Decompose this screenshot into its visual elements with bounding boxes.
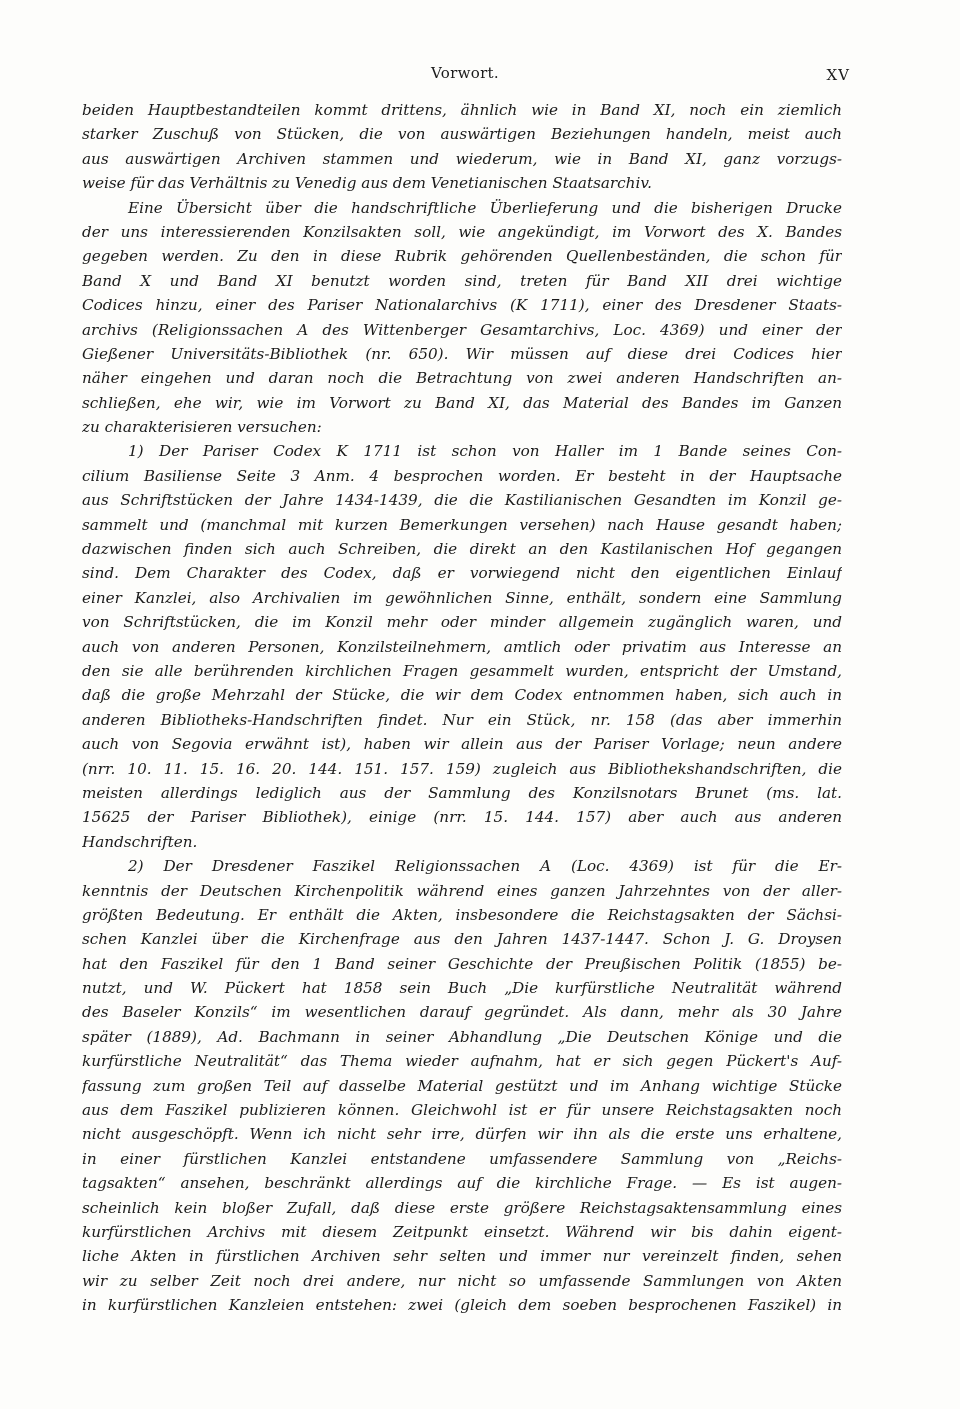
text-line: von Schriftstücken, die im Konzil mehr oder minder allgemein zugänglich waren, und <box>82 613 842 632</box>
text-line: schen Kanzlei über die Kirchenfrage aus den Jahren 1437-1447. Schon J. G. Droysen <box>82 930 842 949</box>
text-line: 1) Der Pariser Codex K 1711 ist schon von Haller im 1 Bande seines Con- <box>128 442 842 461</box>
text-line: auch von anderen Personen, Konzilsteilnehmern, amtlich oder privatim aus Interesse an <box>82 637 842 656</box>
text-line: größten Bedeutung. Er enthält die Akten, insbesondere die Reichstagsakten der Sächsi- <box>82 905 842 924</box>
text-line: aus auswärtigen Archiven stammen und wiederum, wie in Band XI, ganz vorzugs- <box>82 149 842 168</box>
page-title: Vorwort. <box>431 64 499 82</box>
text-line: auch von Segovia erwähnt ist), haben wir allein aus der Pariser Vorlage; neun andere <box>82 735 842 754</box>
text-line: cilium Basiliense Seite 3 Anm. 4 besprochen worden. Er besteht in der Hauptsache <box>82 466 842 485</box>
running-header <box>80 62 850 86</box>
text-line: der uns interessierenden Konzilsakten soll, wie angekündigt, im Vorwort des X. Bandes <box>82 222 842 241</box>
text-line: fassung zum großen Teil auf dasselbe Material gestützt und im Anhang wichtige Stücke <box>82 1076 842 1095</box>
text-line: aus Schriftstücken der Jahre 1434-1439, die die Kastilianischen Gesandten im Konzil ge- <box>82 491 842 510</box>
text-line: anderen Bibliotheks-Handschriften findet. Nur ein Stück, nr. 158 (das aber immerhin <box>82 710 842 729</box>
text-line: kurfürstliche Neutralität“ das Thema wieder aufnahm, hat er sich gegen Pückert's Auf- <box>82 1052 842 1071</box>
text-line: wir zu selber Zeit noch drei andere, nur nicht so umfassende Sammlungen von Akten <box>82 1271 842 1290</box>
text-line: einer Kanzlei, also Archivalien im gewöhnlichen Sinne, enthält, sondern eine Sammlung <box>82 588 842 607</box>
text-line: nutzt, und W. Pückert hat 1858 sein Buch „Die kurfürstliche Neutralität während <box>82 979 842 998</box>
text-line: zu charakterisieren versuchen: <box>82 418 322 437</box>
text-line: in einer fürstlichen Kanzlei entstandene umfassendere Sammlung von „Reichs- <box>82 1149 842 1168</box>
text-line: liche Akten in fürstlichen Archiven sehr selten und immer nur vereinzelt finden, sehen <box>82 1247 842 1266</box>
text-line: (nrr. 10. 11. 15. 16. 20. 144. 151. 157. 159) zugleich aus Bibliothekshandschriften, die <box>82 759 842 778</box>
text-line: sind. Dem Charakter des Codex, daß er vorwiegend nicht den eigentlichen Einlauf <box>82 564 842 583</box>
text-line: Eine Übersicht über die handschriftliche Überlieferung und die bisherigen Drucke <box>128 198 842 217</box>
text-line: nicht ausgeschöpft. Wenn ich nicht sehr irre, dürfen wir ihn als die erste uns erhaltene, <box>82 1125 842 1144</box>
text-line: schließen, ehe wir, wie im Vorwort zu Band XI, das Material des Bandes im Ganzen <box>82 393 842 412</box>
text-line: des Baseler Konzils“ im wesentlichen darauf gegründet. Als dann, mehr als 30 Jahre <box>82 1003 842 1022</box>
text-line: Codices hinzu, einer des Pariser Nationalarchivs (K 1711), einer des Dresdener Staats- <box>82 296 842 315</box>
text-line: starker Zuschuß von Stücken, die von auswärtigen Beziehungen handeln, meist auch <box>82 125 842 144</box>
text-line: kenntnis der Deutschen Kirchenpolitik während eines ganzen Jahrzehntes von der aller- <box>82 881 842 900</box>
text-line: kurfürstlichen Archivs mit diesem Zeitpunkt einsetzt. Während wir bis dahin eigent- <box>82 1222 842 1241</box>
text-line: tagsakten“ ansehen, beschränkt allerdings auf die kirchliche Frage. — Es ist augen- <box>82 1174 842 1193</box>
text-line: dazwischen finden sich auch Schreiben, die direkt an den Kastilanischen Hof gegangen <box>82 540 842 559</box>
text-line: Gießener Universitäts-Bibliothek (nr. 650). Wir müssen auf diese drei Codices hier <box>82 344 842 363</box>
text-line: sammelt und (manchmal mit kurzen Bemerkungen versehen) nach Hause gesandt haben; <box>82 515 842 534</box>
body-text <box>82 98 842 1342</box>
text-line: 2) Der Dresdener Faszikel Religionssachen A (Loc. 4369) ist für die Er- <box>128 857 842 876</box>
text-line: aus dem Faszikel publizieren können. Gleichwohl ist er für unsere Reichstagsakten noch <box>82 1101 842 1120</box>
text-line: meisten allerdings lediglich aus der Sammlung des Konzilsnotars Brunet (ms. lat. <box>82 783 842 802</box>
text-line: gegeben werden. Zu den in diese Rubrik gehörenden Quellenbeständen, die schon für <box>82 247 842 266</box>
page-number: XV <box>826 66 850 84</box>
text-line: Band X und Band XI benutzt worden sind, treten für Band XII drei wichtige <box>82 271 842 290</box>
text-line: daß die große Mehrzahl der Stücke, die wir dem Codex entnommen haben, sich auch in <box>82 686 842 705</box>
text-line: archivs (Religionssachen A des Wittenberger Gesamtarchivs, Loc. 4369) und einer der <box>82 320 842 339</box>
text-line: scheinlich kein bloßer Zufall, daß diese erste größere Reichstagsaktensammlung eines <box>82 1198 842 1217</box>
text-line: hat den Faszikel für den 1 Band seiner Geschichte der Preußischen Politik (1855) be- <box>82 954 842 973</box>
text-line: beiden Hauptbestandteilen kommt drittens, ähnlich wie in Band XI, noch ein ziemlich <box>82 101 842 119</box>
text-line: in kurfürstlichen Kanzleien entstehen: zwei (gleich dem soeben besprochenen Faszikel) in <box>82 1296 842 1315</box>
text-line: 15625 der Pariser Bibliothek), einige (nrr. 15. 144. 157) aber auch aus anderen <box>82 808 842 827</box>
text-line: den sie alle berührenden kirchlichen Fragen gesammelt wurden, entspricht der Umstand, <box>82 661 842 680</box>
text-line: Handschriften. <box>82 832 198 851</box>
text-line: näher eingehen und daran noch die Betrachtung von zwei anderen Handschriften an- <box>82 369 842 388</box>
text-line <box>82 1318 842 1342</box>
text-line: später (1889), Ad. Bachmann in seiner Abhandlung „Die Deutschen Könige und die <box>82 1027 842 1046</box>
text-line: weise für das Verhältnis zu Venedig aus dem Venetianischen Staatsarchiv. <box>82 174 652 193</box>
